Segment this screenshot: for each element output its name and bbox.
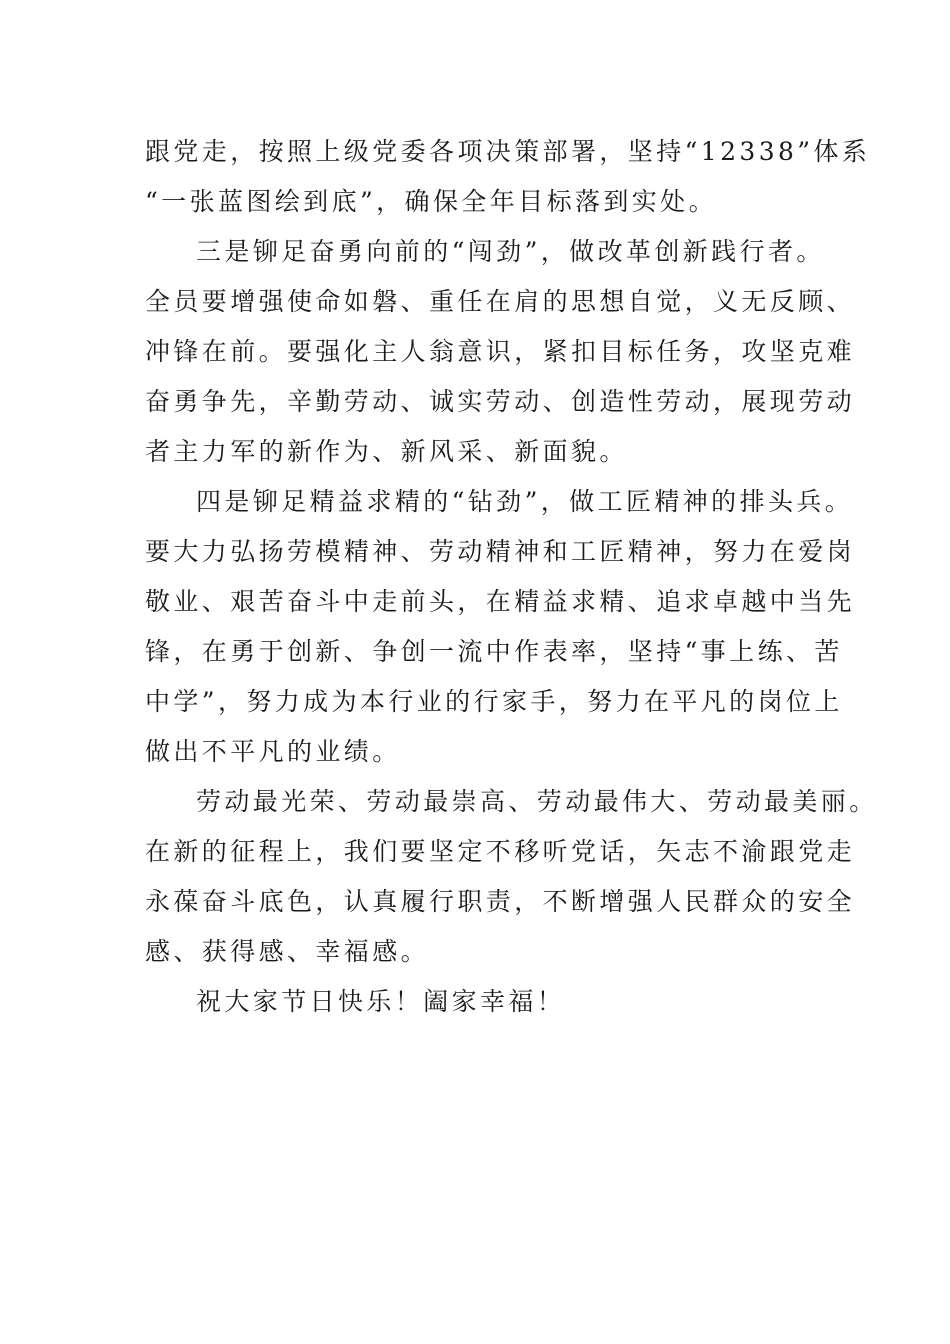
text-line: 中学”，努力成为本行业的行家手，努力在平凡的岗位上 [145, 687, 843, 716]
text-line: 做出不平凡的业绩。 [145, 737, 401, 766]
text-line: 全员要增强使命如磐、重任在肩的思想自觉，义无反顾、 [145, 287, 856, 316]
text-line: 永葆奋斗底色，认真履行职责，不断增强人民群众的安全 [145, 887, 856, 916]
text-line: 者主力军的新作为、新风采、新面貌。 [145, 437, 628, 466]
text-line: 锋，在勇于创新、争创一流中作表率，坚持“事上练、苦 [145, 637, 843, 666]
text-line: 感、获得感、幸福感。 [145, 937, 430, 966]
holiday-greeting: 祝大家节日快乐！阖家幸福！ [196, 987, 566, 1016]
closing-paragraph-start: 劳动最光荣、劳动最崇高、劳动最伟大、劳动最美丽。 [196, 787, 878, 816]
text-line: 跟党走，按照上级党委各项决策部署，坚持“12338”体系 [145, 137, 871, 166]
paragraph-three-start: 三是铆足奋勇向前的“闯劲”，做改革创新践行者。 [196, 237, 825, 266]
text-line: 奋勇争先，辛勤劳动、诚实劳动、创造性劳动，展现劳动 [145, 387, 856, 416]
text-line: 在新的征程上，我们要坚定不移听党话，矢志不渝跟党走 [145, 837, 856, 866]
text-line: 敬业、艰苦奋斗中走前头，在精益求精、追求卓越中当先 [145, 587, 856, 616]
text-line: “一张蓝图绘到底”，确保全年目标落到实处。 [145, 187, 717, 216]
text-line: 冲锋在前。要强化主人翁意识，紧扣目标任务，攻坚克难 [145, 337, 856, 366]
paragraph-four-start: 四是铆足精益求精的“钻劲”，做工匠精神的排头兵。 [196, 487, 854, 516]
text-line: 要大力弘扬劳模精神、劳动精神和工匠精神，努力在爱岗 [145, 537, 856, 566]
